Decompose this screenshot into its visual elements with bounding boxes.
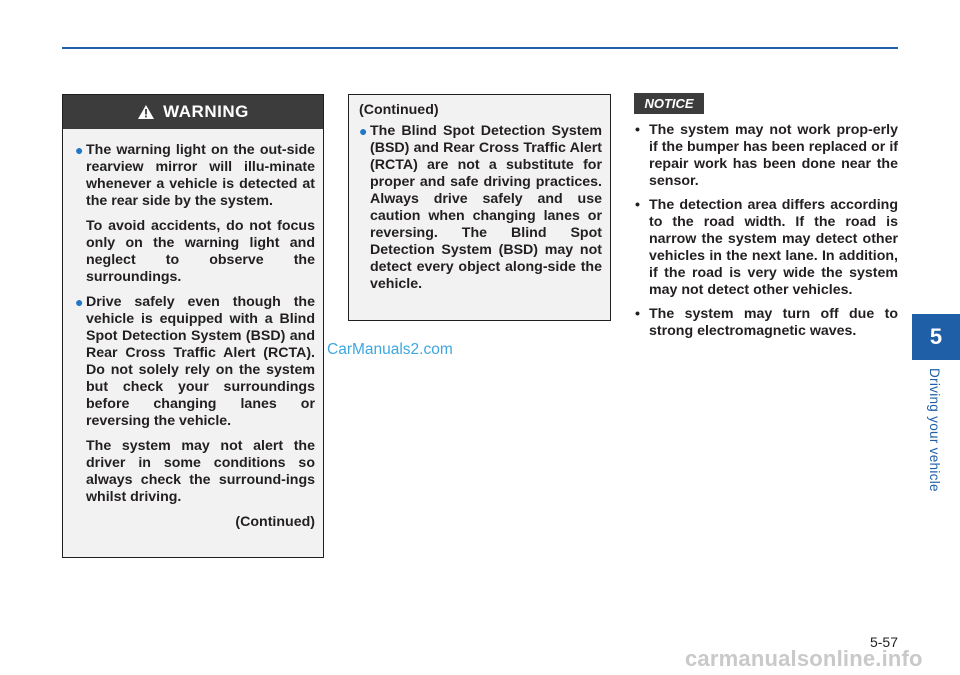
continued-bullet (359, 123, 602, 293)
bullet-icon: ● (75, 294, 84, 310)
notice-text: The detection area differs according to the road width. If the road is narrow the system may detect other vehicles in the next lane. In addition, if the road is very wide the system may not detect other vehicles. (649, 197, 898, 298)
warning-paragraph: The system may not alert the driver in some conditions so always check the surround-ings whilst driving. (86, 438, 315, 505)
warning-header (63, 95, 323, 129)
page-number: 5-57 (869, 634, 898, 650)
warning-bullet-1 (75, 142, 315, 210)
notice-item (634, 197, 898, 299)
bullet-icon: ● (75, 142, 84, 158)
warning-continued: (Continued) (235, 514, 315, 530)
bullet-icon: • (635, 122, 640, 138)
notice-item (634, 306, 898, 340)
warning-paragraph: To avoid accidents, do not focus only on the warning light and neglect to observe the surroundings. (86, 218, 315, 285)
warning-bullet-2 (75, 294, 315, 430)
chapter-title: Driving your vehicle (927, 368, 942, 492)
notice-badge: NOTICE (634, 93, 704, 114)
notice-text: The system may not work prop-erly if the bumper has been replaced or if repair work has been done near the sensor. (649, 122, 898, 189)
top-rule (62, 47, 898, 49)
warning-box (62, 94, 324, 558)
warning-text: The warning light on the out-side rearview mirror will illu-minate whenever a vehicle is detected at the rear side by the system. (86, 142, 315, 209)
bullet-icon: • (635, 306, 640, 322)
watermark: CarManuals2.com (327, 341, 453, 358)
notice-item (634, 122, 898, 190)
continued-box (348, 94, 611, 321)
warning-text: Drive safely even though the vehicle is equipped with a Blind Spot Detection System (BSD) and Rear Cross Traffic Alert (RCTA). Do not solely rely on the system but check your surroundings before changing lanes or reversing the vehicle. (86, 294, 315, 429)
continued-text: The Blind Spot Detection System (BSD) and Rear Cross Traffic Alert (RCTA) are not a substitute for proper and safe driving practices. Always drive safely and use caution when changing lanes or reversing. The Blind Spot Detection System (BSD) may not detect every object along-side the vehicle. (370, 123, 602, 292)
notice-text: The system may turn off due to strong electromagnetic waves. (649, 306, 898, 339)
continued-title: (Continued) (359, 102, 439, 118)
bullet-icon: ● (359, 123, 368, 139)
warning-triangle-icon (137, 104, 155, 120)
warning-title: WARNING (163, 102, 249, 121)
chapter-tab[interactable]: 5 (912, 314, 960, 360)
notice-list (634, 122, 898, 347)
footer-watermark: carmanualsonline.info (685, 646, 923, 671)
bullet-icon: • (635, 197, 640, 213)
